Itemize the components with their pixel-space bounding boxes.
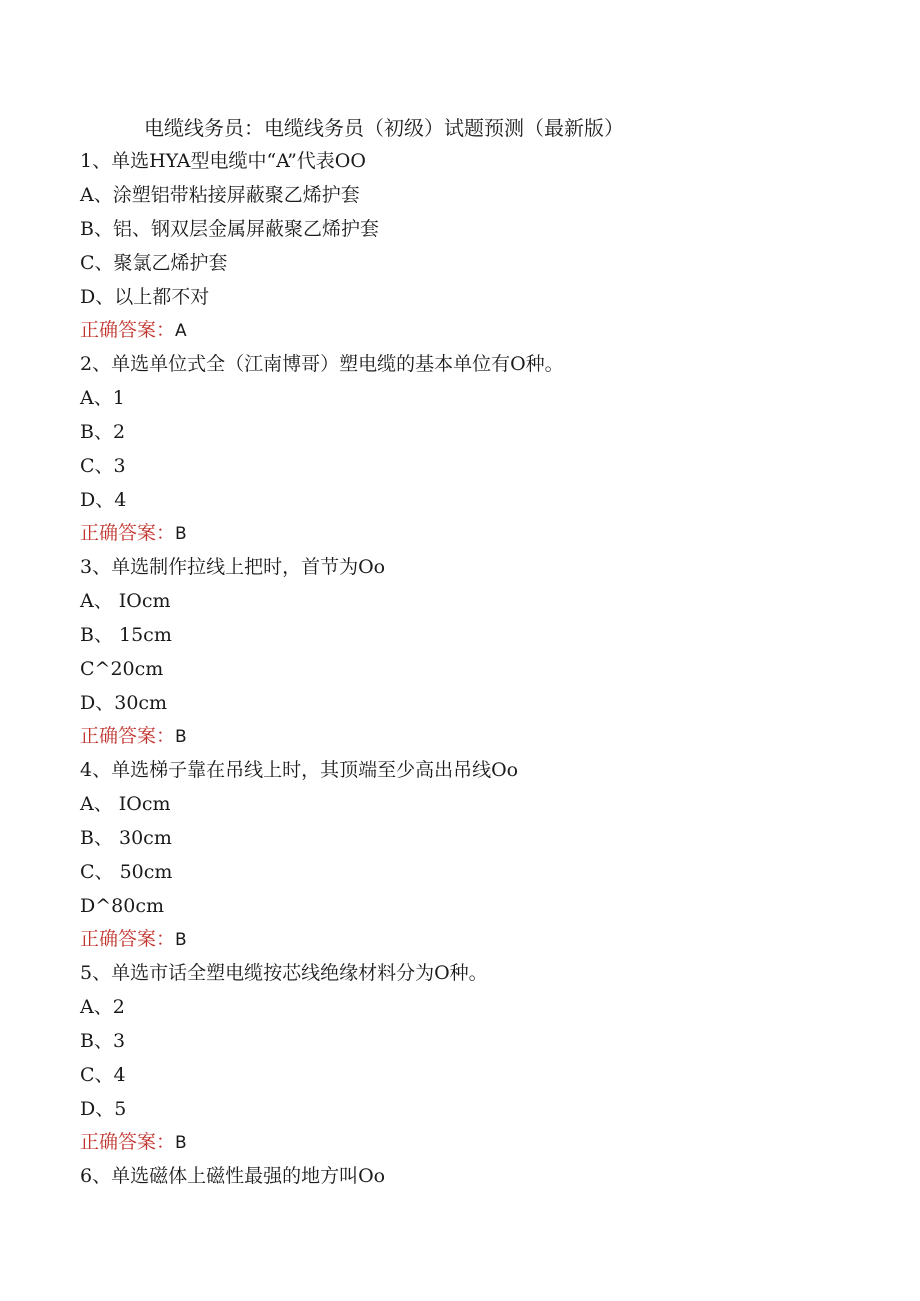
answer-value: B <box>175 1133 187 1153</box>
question-5-option-b: B、3 <box>80 1030 126 1052</box>
question-2-option-c: C、3 <box>80 455 126 477</box>
question-3-option-c: C^20cm <box>80 658 164 680</box>
answer-label: 正确答案： <box>80 1131 176 1153</box>
question-1-text: 1、单选HYA型电缆中“A”代表OO <box>80 150 366 172</box>
question-2-option-b: B、2 <box>80 421 126 443</box>
answer-label: 正确答案： <box>80 725 176 747</box>
answer-value: B <box>175 930 187 950</box>
answer-label: 正确答案： <box>80 522 176 544</box>
answer-label: 正确答案： <box>80 928 176 950</box>
answer-value: B <box>175 727 187 747</box>
answer-value: B <box>175 524 187 544</box>
question-3-option-a: A、 IOcm <box>80 590 171 612</box>
answer-label: 正确答案： <box>80 319 176 341</box>
question-1-answer <box>80 317 187 344</box>
question-4-option-c: C、 50cm <box>80 861 173 883</box>
question-2-text: 2、单选单位式全（江南博哥）塑电缆的基本单位有O种。 <box>80 353 564 375</box>
question-5-option-a: A、2 <box>80 996 125 1018</box>
question-3-text: 3、单选制作拉线上把时，首节为Oo <box>80 556 386 578</box>
question-6-text: 6、单选磁体上磁性最强的地方叫Oo <box>80 1165 386 1187</box>
question-2-option-a: A、1 <box>80 387 125 409</box>
question-1-option-c: C、聚氯乙烯护套 <box>80 252 228 274</box>
question-4-option-a: A、 IOcm <box>80 793 171 815</box>
question-5-option-d: D、5 <box>80 1098 127 1120</box>
question-4-option-d: D^80cm <box>80 895 164 917</box>
page-title: 电缆线务员：电缆线务员（初级）试题预测（最新版） <box>144 116 624 140</box>
question-1-option-b: B、铝、钢双层金属屏蔽聚乙烯护套 <box>80 218 379 240</box>
question-1-option-a: A、涂塑铝带粘接屏蔽聚乙烯护套 <box>80 184 360 206</box>
question-3-option-d: D、30cm <box>80 692 168 714</box>
question-3-answer <box>80 723 187 750</box>
question-4-option-b: B、 30cm <box>80 827 172 849</box>
question-1-option-d: D、以上都不对 <box>80 286 210 308</box>
question-5-answer <box>80 1129 187 1156</box>
question-2-answer <box>80 520 187 547</box>
question-4-text: 4、单选梯子靠在吊线上时，其顶端至少高出吊线Oo <box>80 759 519 781</box>
question-5-option-c: C、4 <box>80 1064 126 1086</box>
question-4-answer <box>80 926 187 953</box>
question-5-text: 5、单选市话全塑电缆按芯线绝缘材料分为O种。 <box>80 962 488 984</box>
question-2-option-d: D、4 <box>80 489 127 511</box>
answer-value: A <box>175 321 187 341</box>
question-3-option-b: B、 15cm <box>80 624 172 646</box>
